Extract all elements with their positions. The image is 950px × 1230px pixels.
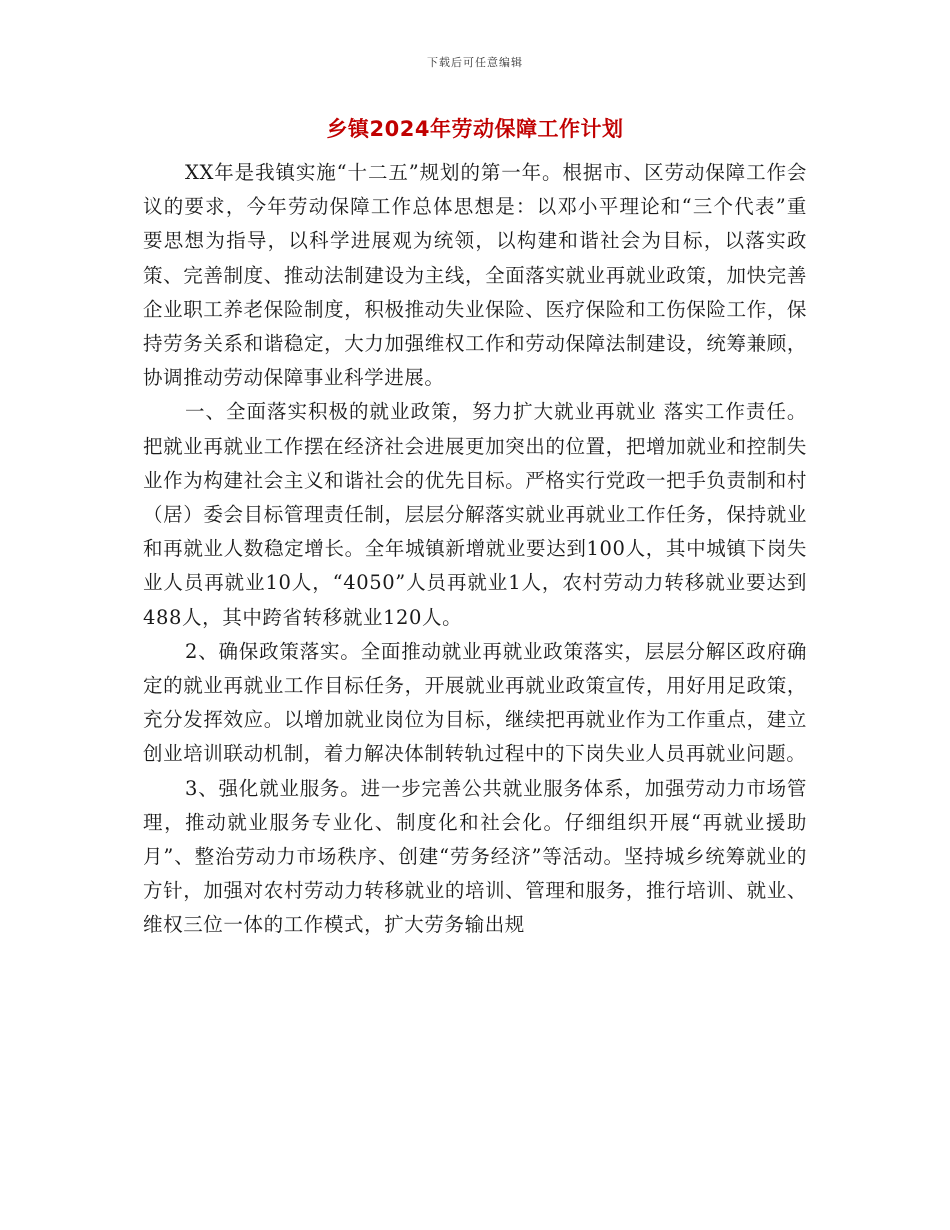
paragraph-item-2: 2、确保政策落实。全面推动就业再就业政策落实，层层分解区政府确定的就业再就业工作目标任务，开展就业再就业政策宣传，用好用足政策，充分发挥效应。以增加就业岗位为目标，继续把再就业作为工作重点，建立创业培训联动机制，着力解决体制转轨过程中的下岗失业人员再就业问题。 (143, 639, 807, 766)
paragraph-intro: XX年是我镇实施“十二五”规划的第一年。根据市、区劳动保障工作会议的要求，今年劳动保障工作总体思想是：以邓小平理论和“三个代表”重要思想为指导，以科学进展观为统领，以构建和谐社会为目标，以落实政策、完善制度、推动法制建设为主线，全面落实就业再就业政策，加快完善企业职工养老保险制度，积极推动失业保险、医疗保险和工伤保险工作，保持劳务关系和谐稳定，大力加强维权工作和劳动保障法制建设，统筹兼顾，协调推动劳动保障事业科学进展。 (143, 161, 807, 390)
paragraph-section-1: 一、全面落实积极的就业政策，努力扩大就业再就业 落实工作责任。把就业再就业工作摆在经济社会进展更加突出的位置，把增加就业和控制失业作为构建社会主义和谐社会的优先目标。严格实行党政一把手负责制和村（居）委会目标管理责任制，层层分解落实就业再就业工作任务，保持就业和再就业人数稳定增长。全年城镇新增就业要达到100人，其中城镇下岗失业人员再就业10人，“4050”人员再就业1人，农村劳动力转移就业要达到488人，其中跨省转移就业120人。 (143, 400, 807, 629)
paragraph-item-3: 3、强化就业服务。进一步完善公共就业服务体系，加强劳动力市场管理，推动就业服务专业化、制度化和社会化。仔细组织开展“再就业援助月”、整治劳动力市场秩序、创建“劳务经济”等活动。坚持城乡统筹就业的方针，加强对农村劳动力转移就业的培训、管理和服务，推行培训、就业、维权三位一体的工作模式，扩大劳务输出规 (143, 776, 807, 937)
document-body (143, 156, 807, 943)
header-note: 下载后可任意编辑 (427, 56, 523, 69)
document-title: 乡镇2024年劳动保障工作计划 (326, 117, 624, 141)
